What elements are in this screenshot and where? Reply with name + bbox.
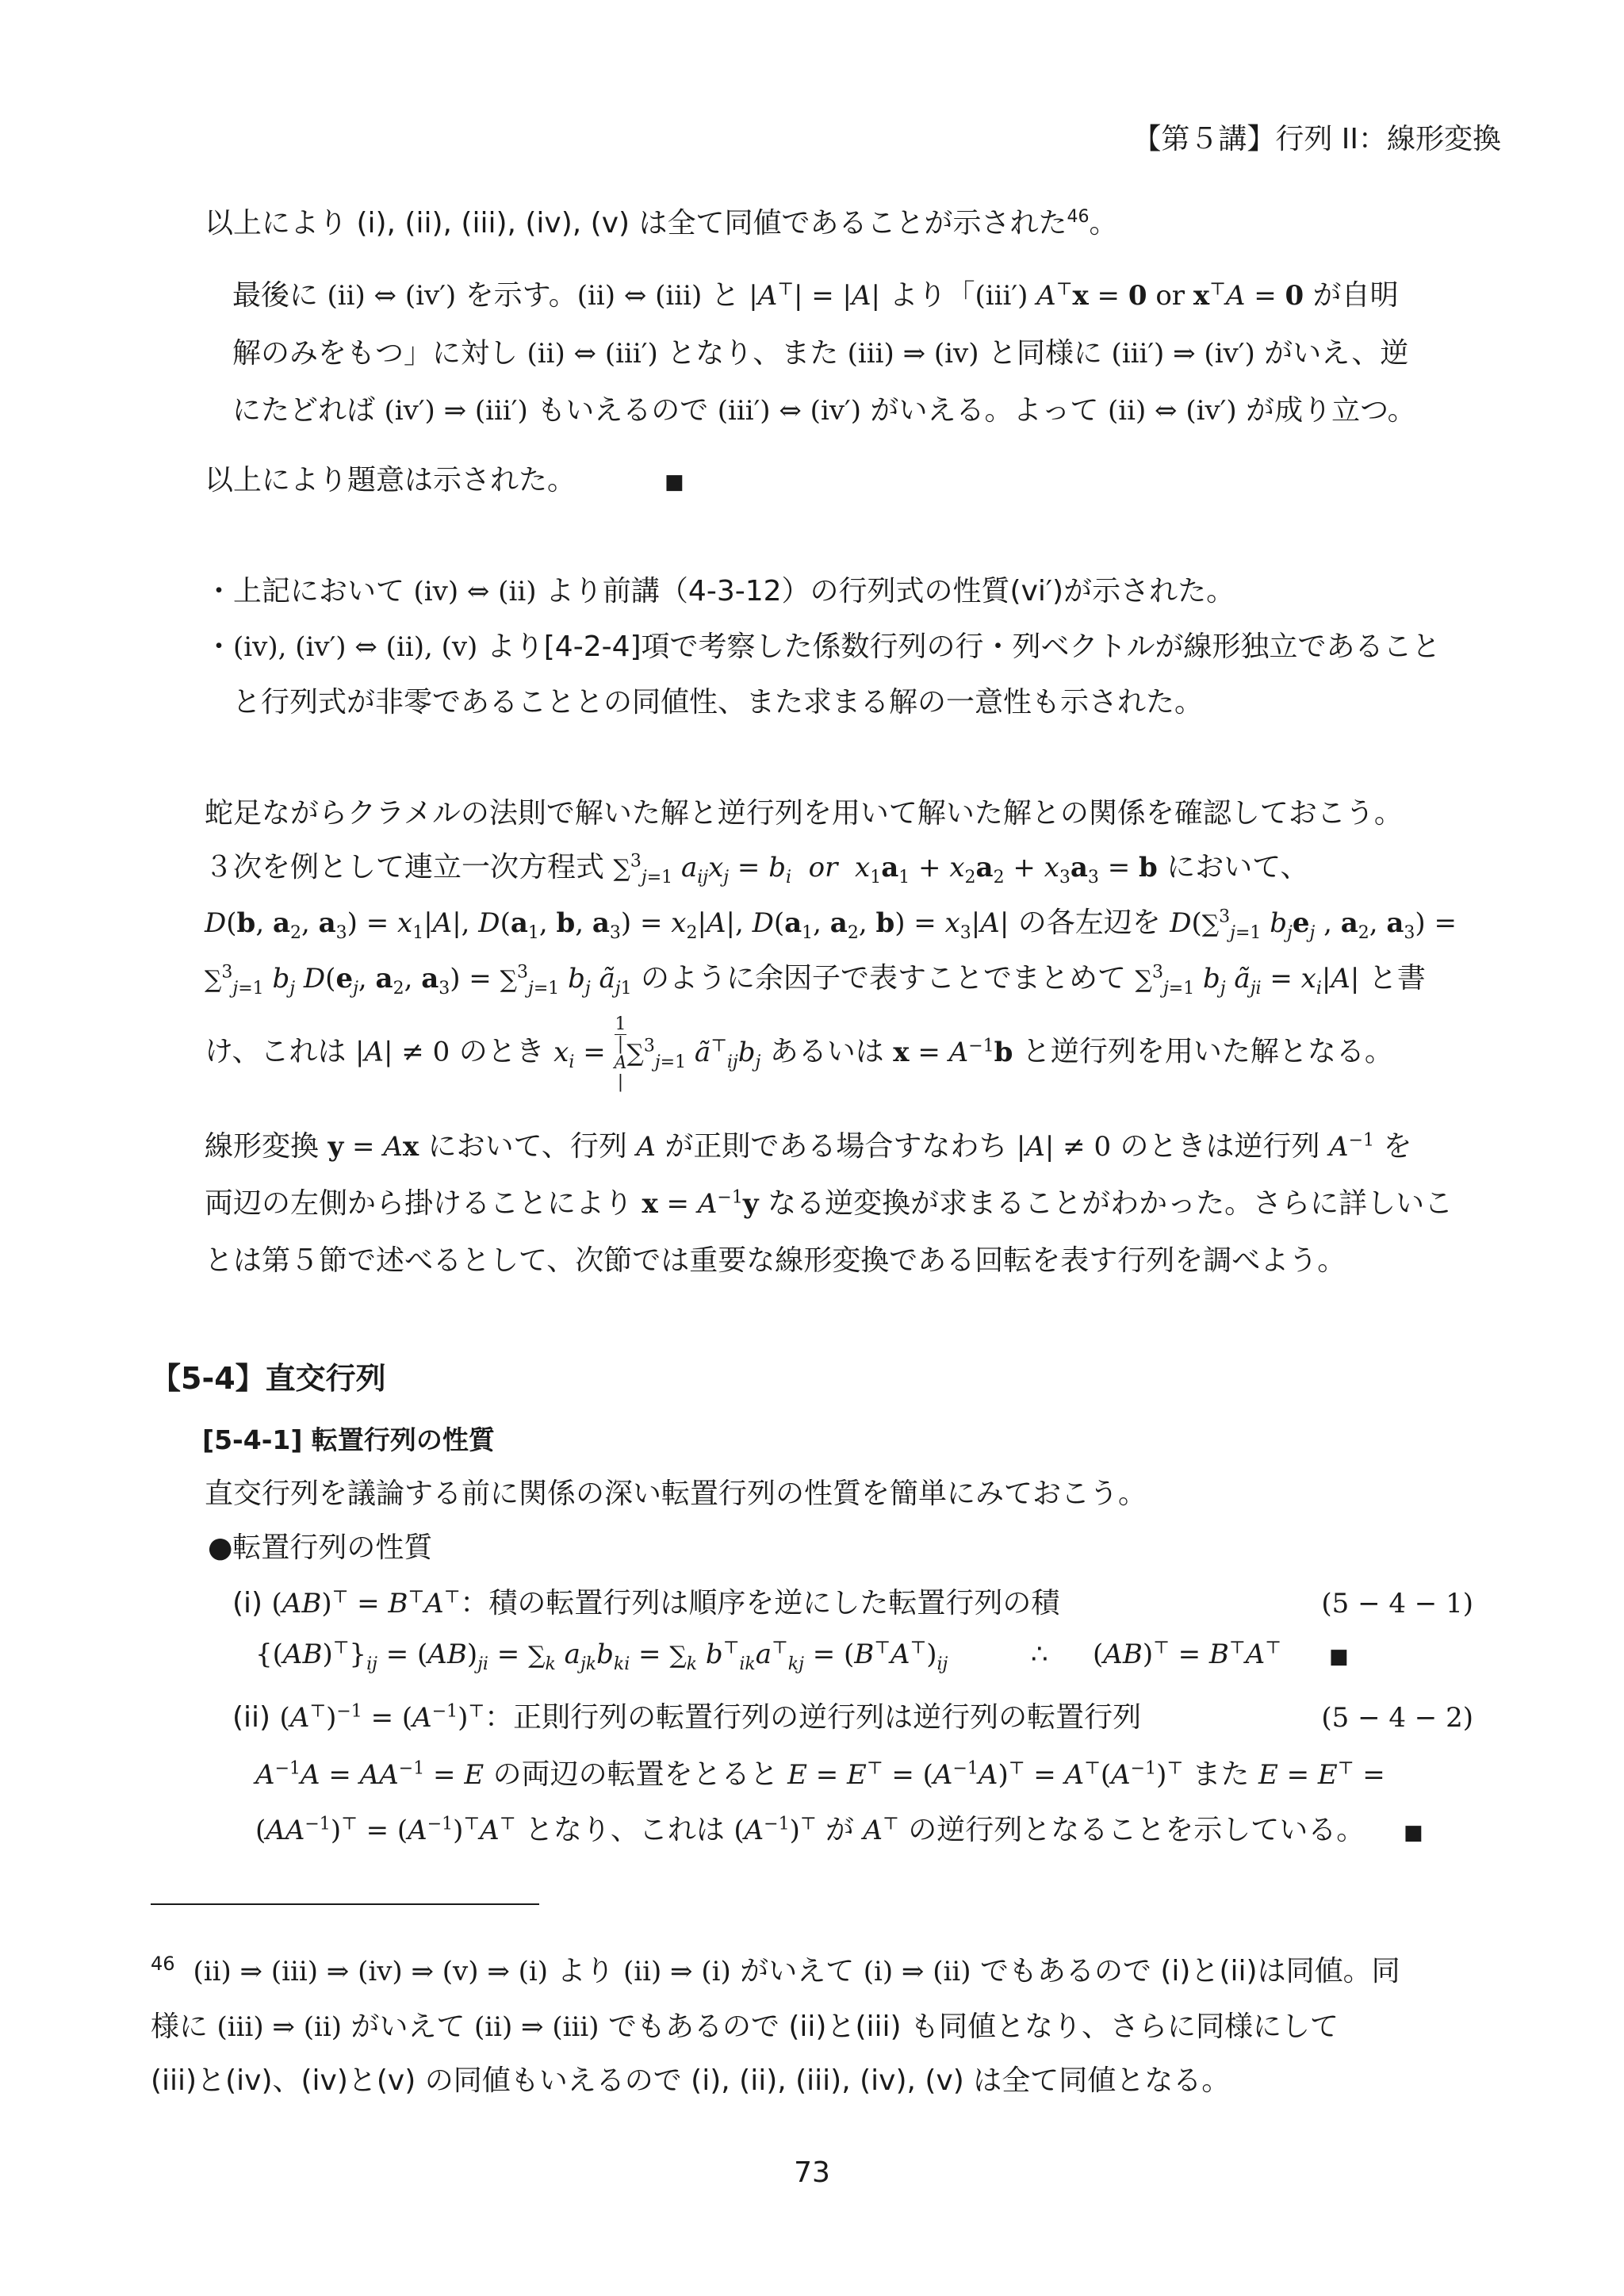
- running-header: 【第５講】行列 II：線形変換: [1132, 123, 1501, 155]
- cramer-line5: け、これは |A| ≠ 0 のとき $x_i$ = 1 | A | ∑$^3_{j=1}$ $ã^⊤_{ij}b_j$ あるいは $x = A^{-1}b$ と逆行列を用いた解となる。: [205, 1014, 1393, 1092]
- linear-line3: とは第５節で述べるとして、次節では重要な線形変換である回転を表す行列を調べよう。: [205, 1244, 1346, 1277]
- footnote-line1: $^{46}$ (ii) ⇒ (iii) ⇒ (iv) ⇒ (v) ⇒ (i) より (ii) ⇒ (i) がいえて (i) ⇒ (ii) でもあるので (i)と(ii)は同値。同: [151, 1953, 1400, 1987]
- qed-mark-property-i: ■: [1329, 1645, 1349, 1669]
- page-number: 73: [794, 2156, 830, 2189]
- paragraph-proof-complete: 以上により題意は示された。: [205, 464, 576, 496]
- cramer-line1: 蛇足ながらクラメルの法則で解いた解と逆行列を用いて解いた解との関係を確認しておこう。: [205, 797, 1403, 830]
- qed-mark-property-ii: ■: [1404, 1821, 1423, 1845]
- paragraph-final-proof-line3: にたどれば (iv′) ⇒ (iii′) もいえるので (iii′) ⇔ (iv′) がいえる。よって (ii) ⇔ (iv′) が成り立つ。: [232, 394, 1416, 427]
- footnote-number: 46: [151, 1953, 175, 1975]
- qed-mark: ■: [665, 470, 684, 494]
- property-ii-proof-line2: $(AA^{-1})^⊤ = (A^{-1})^⊤A^⊤$ となり、これは $(A^{-1})^⊤$ が A⊤ の逆行列となることを示している。: [255, 1814, 1365, 1846]
- footnote-line3: (iii)と(iv)、(iv)と(v) の同値もいえるので (i), (ii), (iii), (iv), (v) は全て同値となる。: [151, 2064, 1231, 2097]
- cramer-line3: D(b, $a_2$, $a_3) = x_1|A|$, $D(a_1$, b, $a_3) = x_2|A|$, $D(a_1$, $a_2$, $b) = x_3|A|$ の各左辺を D(∑$^3_{j=1}$ $b_je_j$ , $a_2$, $a_3$) =: [205, 907, 1457, 943]
- cramer-line4: ∑$^3_{j=1}$ $b_j$ $D(e_j$, $a_2$, $a_3) = \sum^3_{j=1}$ $b_j$ $ã_{j1}$ のように余因子で表すことでまとめて ∑$^3_{j=1}$ $b_j$ $ã_{ji} = x_i|A|$ と書: [205, 962, 1426, 999]
- cramer-line2: ３次を例として連立一次方程式 ∑$^3_{j=1}$ $a_{ij}x_j = b_i$ or $x_1a_1 + x_2a_2 + x_3a_3 = b$ において、: [205, 851, 1309, 887]
- subsection-heading: [5-4-1] 転置行列の性質: [202, 1424, 495, 1455]
- property-ii-statement: (ii) $(A^⊤)^{-1} = (A^{-1})^⊤$：正則行列の転置行列の逆行列は逆行列の転置行列: [232, 1701, 1142, 1734]
- property-ii-proof-line1: $A^{-1}A = AA^{-1} = E$ の両辺の転置をとると $E = E^⊤ = (A^{-1}A)^⊤ = A^⊤(A^{-1})^⊤$ また E = E⊤ =: [255, 1758, 1385, 1791]
- therefore-symbol: ∴: [1031, 1639, 1048, 1670]
- bullet-linear-independence-line1: ・(iv), (iv′) ⇔ (ii), (v) より[4-2-4]項で考察した係数行列の行・列ベクトルが線形独立であること: [205, 631, 1441, 663]
- bullet-linear-independence-line2: と行列式が非零であることとの同値性、また求まる解の一意性も示された。: [232, 686, 1204, 719]
- property-i-statement: (i) (AB)⊤ = B⊤A⊤：積の転置行列は順序を逆にした転置行列の積: [232, 1587, 1060, 1619]
- footnote-separator: [151, 1903, 539, 1905]
- linear-line2: 両辺の左側から掛けることにより $x = A^{-1}y$ なる逆変換が求まることがわかった。さらに詳しいこ: [205, 1187, 1454, 1220]
- footnote-ref: 46: [1067, 207, 1090, 227]
- property-i-conclusion: (AB)⊤ = B⊤A⊤: [1093, 1638, 1281, 1670]
- section-intro: 直交行列を議論する前に関係の深い転置行列の性質を簡単にみておこう。: [205, 1478, 1147, 1510]
- paragraph-final-proof-line2: 解のみをもつ」に対し (ii) ⇔ (iii′) となり、また (iii) ⇒ (iv) と同様に (iii′) ⇒ (iv′) がいえ、逆: [232, 337, 1409, 370]
- properties-title: ●転置行列の性質: [208, 1531, 433, 1564]
- paragraph-equivalence-summary: 以上により (i), (ii), (iii), (iv), (v) は全て同値であることが示された$^{46}$。: [205, 207, 1118, 240]
- linear-line1: 線形変換 y = Ax において、行列 A が正則である場合すなわち |A| ≠ 0 のときは逆行列 $A^{-1}$ を: [205, 1130, 1412, 1163]
- property-i-proof: $\{(AB)^⊤\}_{ij} = (AB)_{ji} = \sum_k$ $a_{jk}b_{ki} = \sum_k$ $b^⊤_{ik}a^⊤_{kj} = (B^⊤A^⊤)_{ij}$: [255, 1638, 948, 1674]
- footnote-line2: 様に (iii) ⇒ (ii) がいえて (ii) ⇒ (iii) でもあるので (ii)と(iii) も同値となり、さらに同様にして: [151, 2010, 1339, 2043]
- bullet-determinant-property: ・上記において (iv) ⇔ (ii) より前講（4-3-12）の行列式の性質(vi′)が示された。: [205, 575, 1235, 608]
- paragraph-final-proof-line1: 最後に (ii) ⇔ (iv′) を示す。(ii) ⇔ (iii) と |A⊤| = |A| より「(iii′) A⊤x = 0 or x⊤A = 0 が自明: [232, 279, 1399, 312]
- equation-number-5-4-2: (5 − 4 − 2): [1321, 1702, 1473, 1734]
- equation-number-5-4-1: (5 − 4 − 1): [1321, 1588, 1473, 1619]
- section-heading: 【5-4】直交行列: [151, 1361, 386, 1396]
